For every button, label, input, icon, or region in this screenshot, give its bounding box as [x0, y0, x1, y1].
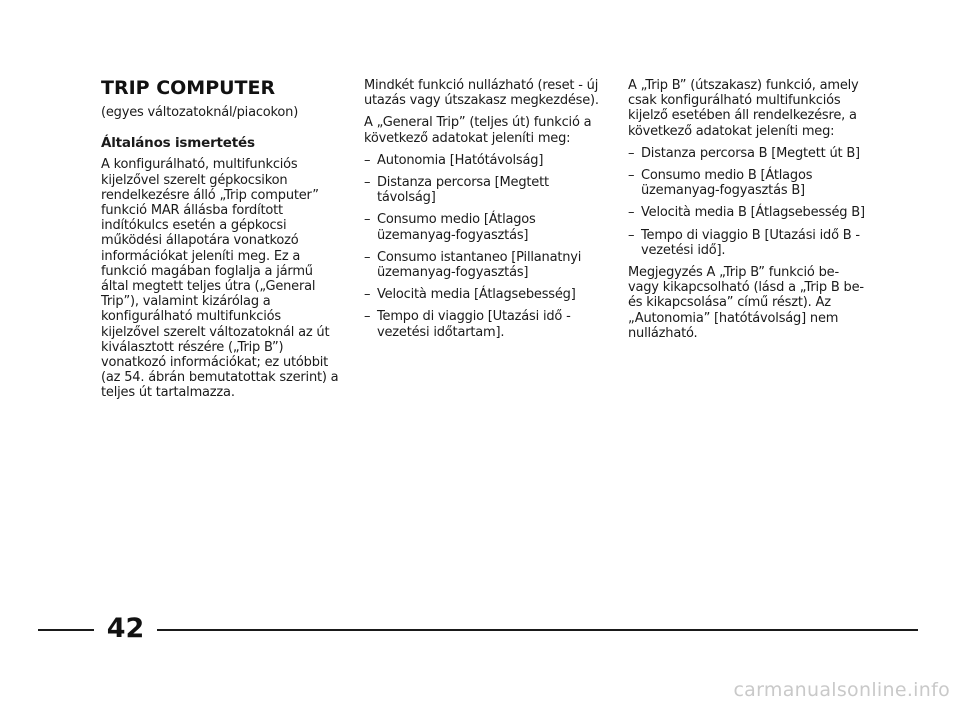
dash-bullet: –	[628, 205, 635, 221]
list-item	[364, 250, 604, 280]
list-item	[364, 212, 604, 242]
column-2	[364, 78, 604, 347]
list-item-text: Distanza percorsa B [Megtett út B]	[641, 145, 860, 161]
list-item-text: Velocità media [Átlagsebesség]	[377, 287, 576, 303]
list-item-text: Tempo di viaggio B [Utazási idő B - vezetési idő].	[641, 227, 860, 258]
trip-b-intro-paragraph: A „Trip B” (útszakasz) funkció, amely csak konfigurálható multifunkciós kijelző esetében áll rendelkezésre, a következő adatokat jeleníti meg:	[628, 78, 859, 139]
list-item	[628, 146, 868, 161]
dash-bullet: –	[364, 152, 371, 168]
subsection-heading: Általános ismertetés	[101, 135, 255, 152]
list-item	[364, 175, 604, 205]
trip-b-list	[628, 146, 868, 258]
general-trip-list	[364, 153, 604, 340]
general-trip-intro-paragraph: A „General Trip” (teljes út) funkció a következő adatokat jeleníti meg:	[364, 115, 592, 146]
dash-bullet: –	[628, 168, 635, 184]
footer-rule-left	[38, 629, 94, 631]
list-item-text: Velocità media B [Átlagsebesség B]	[641, 205, 865, 221]
dash-bullet: –	[628, 145, 635, 161]
list-item-text: Autonomia [Hatótávolság]	[377, 152, 544, 168]
page-number: 42	[106, 613, 145, 644]
general-description-paragraph: A konfigurálható, multifunkciós kijelzővel szerelt gépkocsikon rendelkezésre álló „Trip computer” funkció MAR állásba fordított indítókulcs esetén a gépkocsi működési állapotára vonatkozó információkat jeleníti meg. Ez a funkció magában foglalja a jármű által megtett teljes útra („General Trip”), valamint kizárólag a konfigurálható multifunkciós kijelzővel szerelt változatoknál az út kiválasztott részére („Trip B”) vonatkozó információkat; ez utóbbit (az 54. ábrán bemutatottak szerint) a teljes út tartalmazza.	[101, 157, 339, 401]
list-item-text: Tempo di viaggio [Utazási idő - vezetési időtartam].	[377, 309, 571, 340]
list-item	[628, 228, 868, 258]
list-item	[364, 309, 604, 339]
list-item	[628, 168, 868, 198]
reset-paragraph: Mindkét funkció nullázható (reset - új utazás vagy útszakasz megkezdése).	[364, 78, 599, 109]
dash-bullet: –	[364, 249, 371, 265]
dash-bullet: –	[364, 309, 371, 325]
note-paragraph: Megjegyzés A „Trip B” funkció be- vagy kikapcsolható (lásd a „Trip B be- és kikapcsolása” című részt). Az „Autonomia” [hatótávolság] nem nullázható.	[628, 265, 864, 341]
column-1	[101, 78, 341, 408]
list-item-text: Consumo istantaneo [Pillanatnyi üzemanyag-fogyasztás]	[377, 249, 582, 281]
dash-bullet: –	[628, 227, 635, 243]
dash-bullet: –	[364, 175, 371, 191]
watermark: carmanualsonline.info	[733, 679, 950, 701]
dash-bullet: –	[364, 212, 371, 228]
section-subtitle: (egyes változatoknál/piacokon)	[101, 105, 299, 120]
list-item	[628, 205, 868, 220]
footer-rule-right	[157, 629, 918, 631]
section-title: TRIP COMPUTER	[101, 77, 276, 99]
column-3	[628, 78, 868, 348]
dash-bullet: –	[364, 287, 371, 303]
list-item-text: Consumo medio [Átlagos üzemanyag-fogyasztás]	[377, 212, 536, 243]
list-item-text: Consumo medio B [Átlagos üzemanyag-fogyasztás B]	[641, 168, 813, 199]
list-item	[364, 287, 604, 302]
list-item-text: Distanza percorsa [Megtett távolság]	[377, 175, 549, 206]
list-item	[364, 153, 604, 168]
